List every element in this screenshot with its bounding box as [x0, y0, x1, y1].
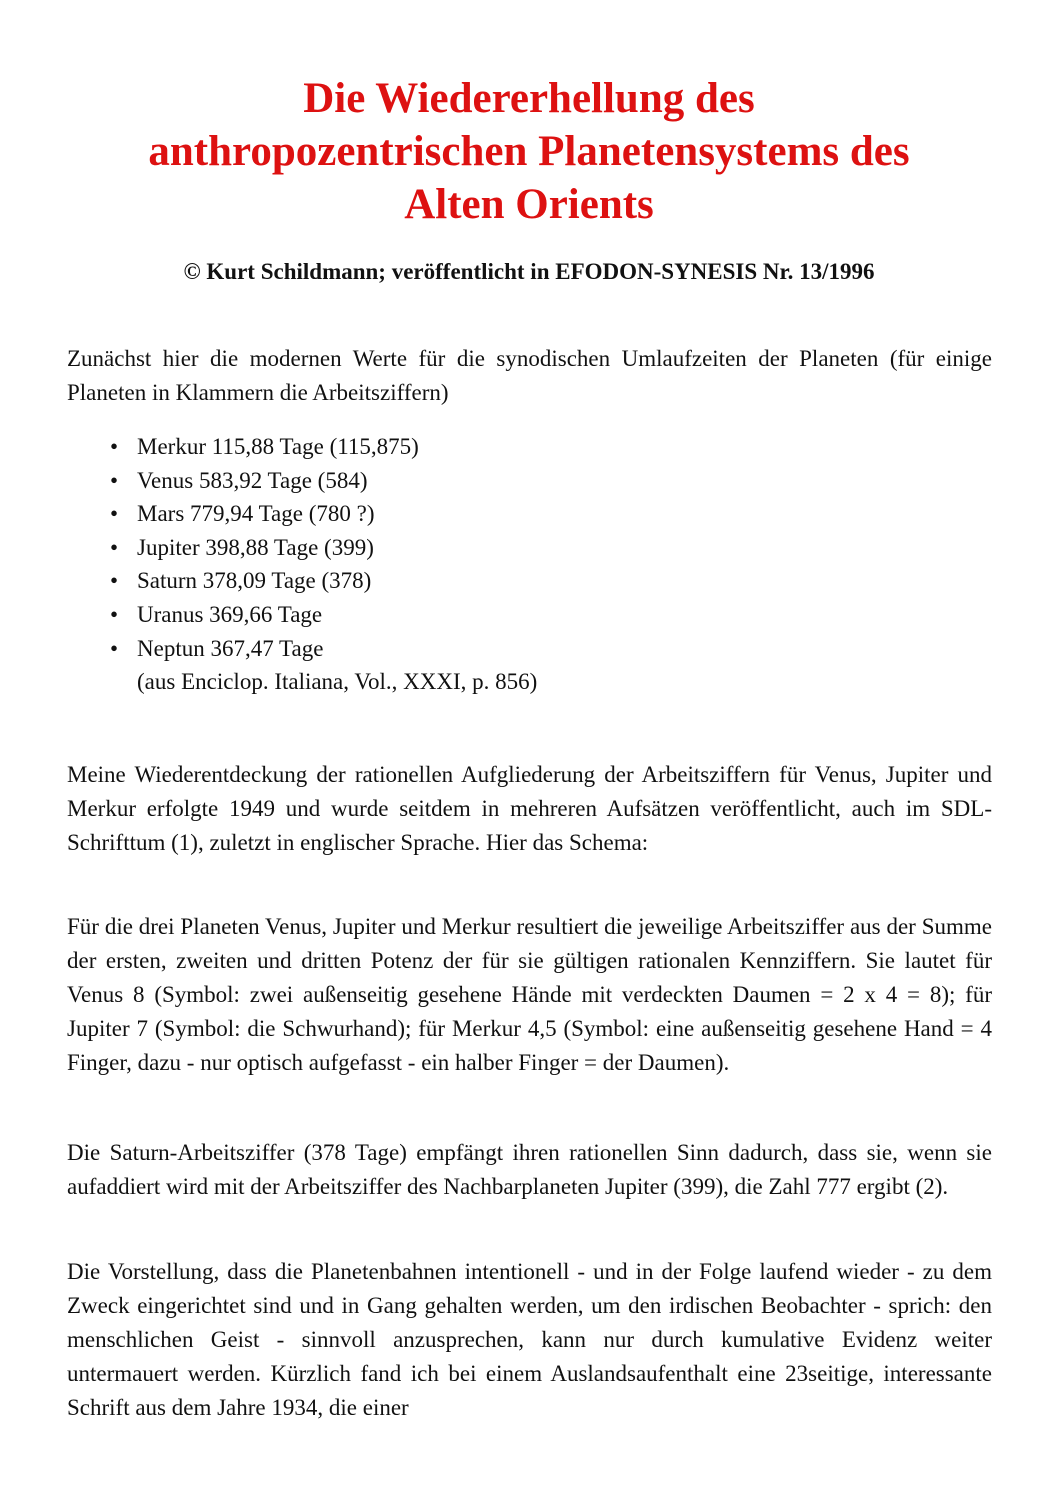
bullet-icon: • [110, 601, 119, 627]
planet-entry: Jupiter 398,88 Tage (399) [137, 534, 374, 560]
paragraph-saturn: Die Saturn-Arbeitsziffer (378 Tage) empfängt ihren rationellen Sinn dadurch, dass sie, wenn sie aufaddiert wird mit der Arbeitsziffer des Nachbarplaneten Jupiter (399), die Zahl 777 ergibt (2). [67, 1140, 992, 1199]
planet-entry: Uranus 369,66 Tage [137, 601, 323, 627]
title-line-2: anthropozentrischen Planetensystems des [148, 128, 910, 175]
title-line-1: Die Wiedererhellung des [303, 75, 755, 122]
title-line-3: Alten Orients [404, 181, 654, 228]
planet-list [108, 430, 808, 699]
list-item [108, 531, 808, 565]
planet-entry: Neptun 367,47 Tage [137, 635, 324, 661]
paragraph-rediscovery: Meine Wiederentdeckung der rationellen Aufgliederung der Arbeitsziffern für Venus, Jupiter und Merkur erfolgte 1949 und wurde seitdem in mehreren Aufsätzen veröffentlicht, auch im SDL-Schrifttum (1), zuletzt in englischer Sprache. Hier das Schema: [67, 762, 992, 855]
paragraph-vorstellung: Die Vorstellung, dass die Planetenbahnen intentionell - und in der Folge laufend wieder - zu dem Zweck eingerichtet sind und in Gang gehalten werden, um den irdischen Beobachter - sprich: den menschlichen Geist - sinnvoll anzusprechen, kann nur durch kumulative Evidenz weiter untermauert werden. Kürzlich fand ich bei einem Auslandsaufenthalt eine 23seitige, interessante Schrift aus dem Jahre 1934, die einer [67, 1259, 992, 1420]
bullet-icon: • [110, 467, 119, 493]
planet-entry: Venus 583,92 Tage (584) [137, 467, 368, 493]
bullet-icon: • [110, 534, 119, 560]
list-item [108, 464, 808, 498]
list-item [108, 632, 808, 666]
source-citation: (aus Enciclop. Italiana, Vol., XXXI, p. 856) [137, 669, 538, 695]
bullet-icon: • [110, 635, 119, 661]
author-byline: © Kurt Schildmann; veröffentlicht in EFODON-SYNESIS Nr. 13/1996 [183, 259, 875, 284]
bullet-icon: • [110, 568, 119, 594]
list-item [108, 430, 808, 464]
list-item [108, 598, 808, 632]
planet-entry: Mars 779,94 Tage (780 ?) [137, 501, 375, 527]
bullet-icon: • [110, 501, 119, 527]
list-item [108, 497, 808, 531]
bullet-icon: • [110, 434, 119, 459]
intro-paragraph: Zunächst hier die modernen Werte für die synodischen Umlaufzeiten der Planeten (für einige Planeten in Klammern die Arbeitsziffern) [67, 346, 992, 405]
document-title [60, 72, 998, 231]
planet-entry: Saturn 378,09 Tage (378) [137, 568, 372, 594]
list-item [108, 564, 808, 598]
planet-entry: Merkur 115,88 Tage (115,875) [137, 434, 419, 459]
paragraph-schema: Für die drei Planeten Venus, Jupiter und Merkur resultiert die jeweilige Arbeitsziffer aus der Summe der ersten, zweiten und dritten Potenz der für sie gültigen rationalen Kennziffern. Sie lautet für Venus 8 (Symbol: zwei außenseitig gesehene Hände mit verdeckten Daumen = 2 x 4 = 8); für Jupiter 7 (Symbol: die Schwurhand); für Merkur 4,5 (Symbol: eine außenseitig gesehene Hand = 4 Finger, dazu - nur optisch aufgefasst - ein halber Finger = der Daumen). [67, 914, 992, 1075]
